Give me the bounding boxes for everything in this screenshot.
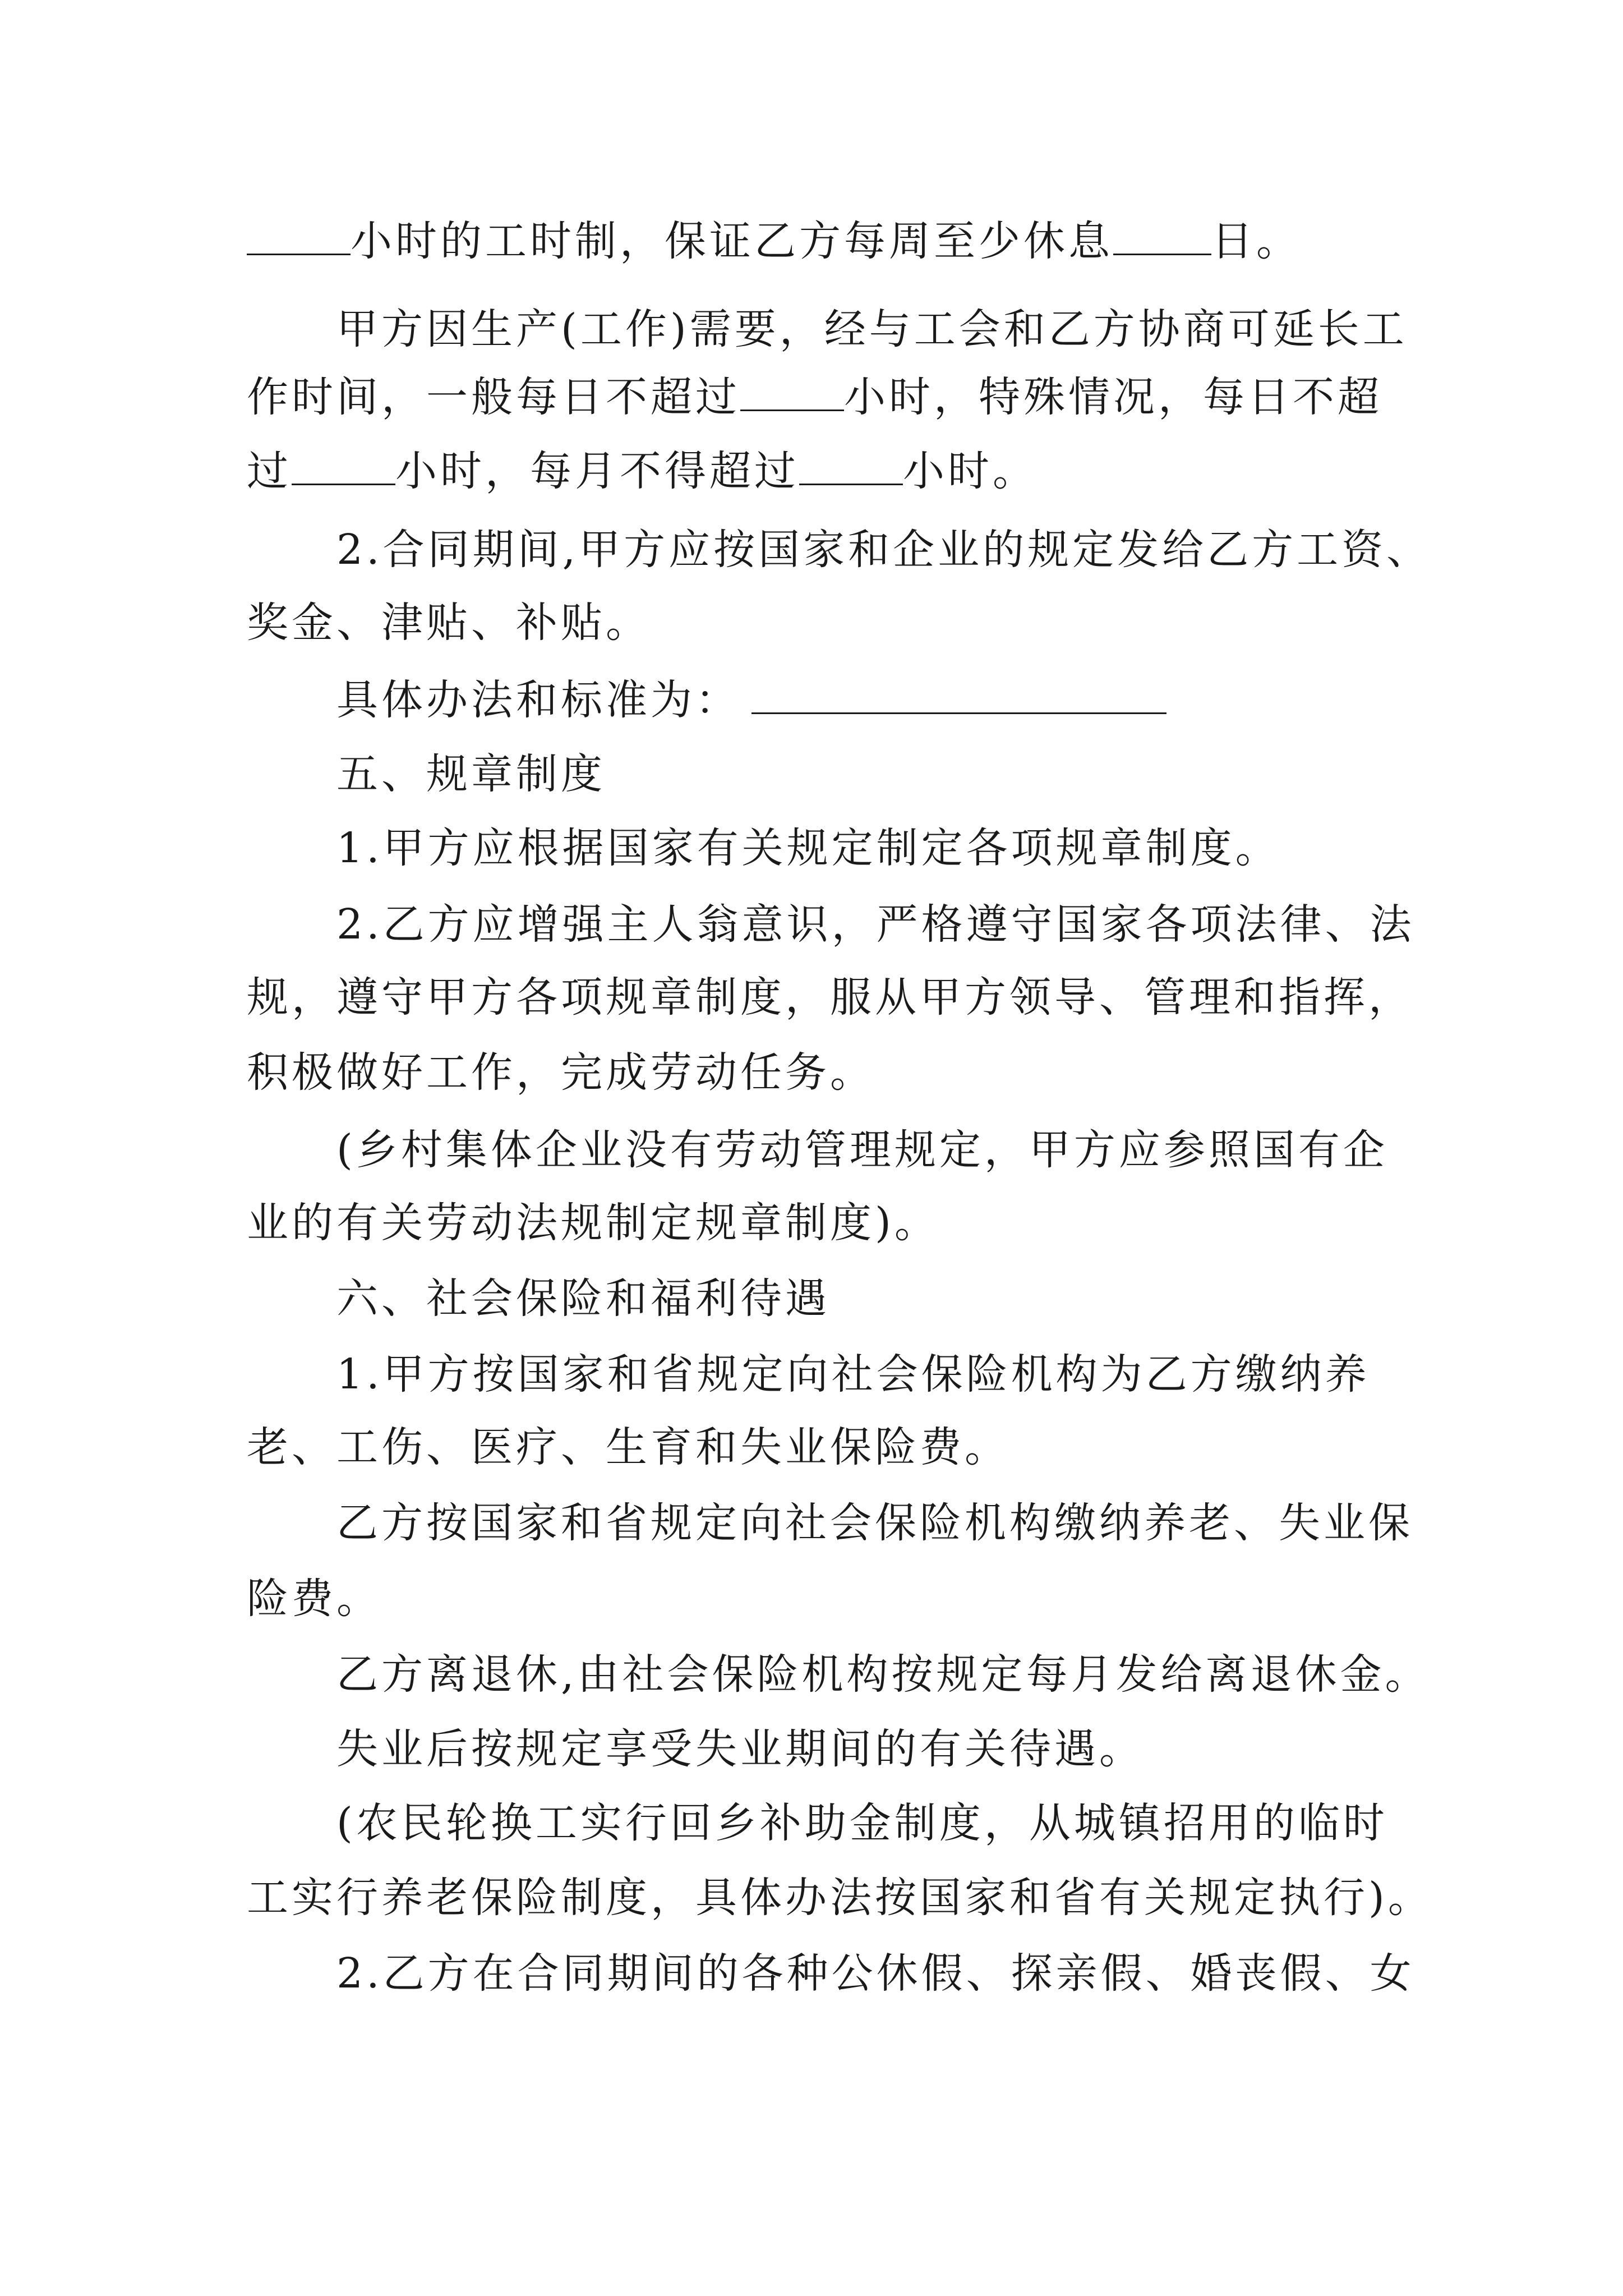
fill-blank[interactable] [247,214,351,255]
text-line: 规，遵守甲方各项规章制度，服从甲方领导、管理和指挥， [247,973,1413,1022]
section-heading: 六、社会保险和福利待遇 [336,1274,830,1323]
text-line [247,213,1391,269]
text-line: 2.乙方应增强主人翁意识，严格遵守国家各项法律、法 [336,900,1415,949]
text-line: (乡村集体企业没有劳动管理规定，甲方应参照国有企 [336,1126,1388,1174]
text-line [247,369,1391,425]
text-line: 2.乙方在合同期间的各种公休假、探亲假、婚丧假、女 [336,1949,1415,1998]
fill-blank[interactable] [799,444,903,485]
text-line: 失业后按规定享受失业期间的有关待遇。 [336,1725,1144,1773]
text-line: 工实行养老保险制度，具体办法按国家和省有关规定执行)。 [247,1874,1433,1922]
text-line: 积极做好工作，完成劳动任务。 [247,1048,875,1097]
text-span: 具体办法和标准为： [336,676,740,724]
text-span: 小时的工时制，保证乙方每周至少休息 [351,217,1113,265]
text-line [247,443,1391,499]
text-span: 小时。 [903,447,1038,495]
text-span: 小时，每月不得超过 [395,447,799,495]
fill-blank[interactable] [292,444,395,485]
text-line: 乙方按国家和省规定向社会保险机构缴纳养老、失业保 [336,1499,1413,1547]
text-line: 2.合同期间,甲方应按国家和企业的规定发给乙方工资、 [336,526,1432,574]
text-line: 奖金、津贴、补贴。 [247,599,651,647]
text-line: 1.甲方按国家和省规定向社会保险机构为乙方缴纳养 [336,1350,1370,1398]
text-line: 1.甲方应根据国家有关规定制定各项规章制度。 [336,824,1280,872]
text-span: 小时，特殊情况，每日不超 [844,373,1382,421]
text-line: 老、工伤、医疗、生育和失业保险费。 [247,1423,1009,1471]
text-line [336,672,1481,728]
text-span: 日。 [1211,217,1301,265]
text-line: 乙方离退休,由社会保险机构按规定每月发给离退休金。 [336,1650,1430,1699]
fill-blank[interactable] [751,673,1166,714]
text-line: 业的有关劳动法规制定规章制度)。 [247,1199,939,1247]
text-line: 甲方因生产(工作)需要，经与工会和乙方协商可延长工 [336,305,1408,353]
text-span: 过 [247,447,292,495]
text-span: 作时间，一般每日不超过 [247,373,740,421]
text-line: (农民轮换工实行回乡补助金制度，从城镇招用的临时 [336,1799,1388,1847]
section-heading: 五、规章制度 [336,750,606,798]
text-line: 险费。 [247,1575,381,1623]
fill-blank[interactable] [1113,214,1211,255]
fill-blank[interactable] [740,370,844,411]
